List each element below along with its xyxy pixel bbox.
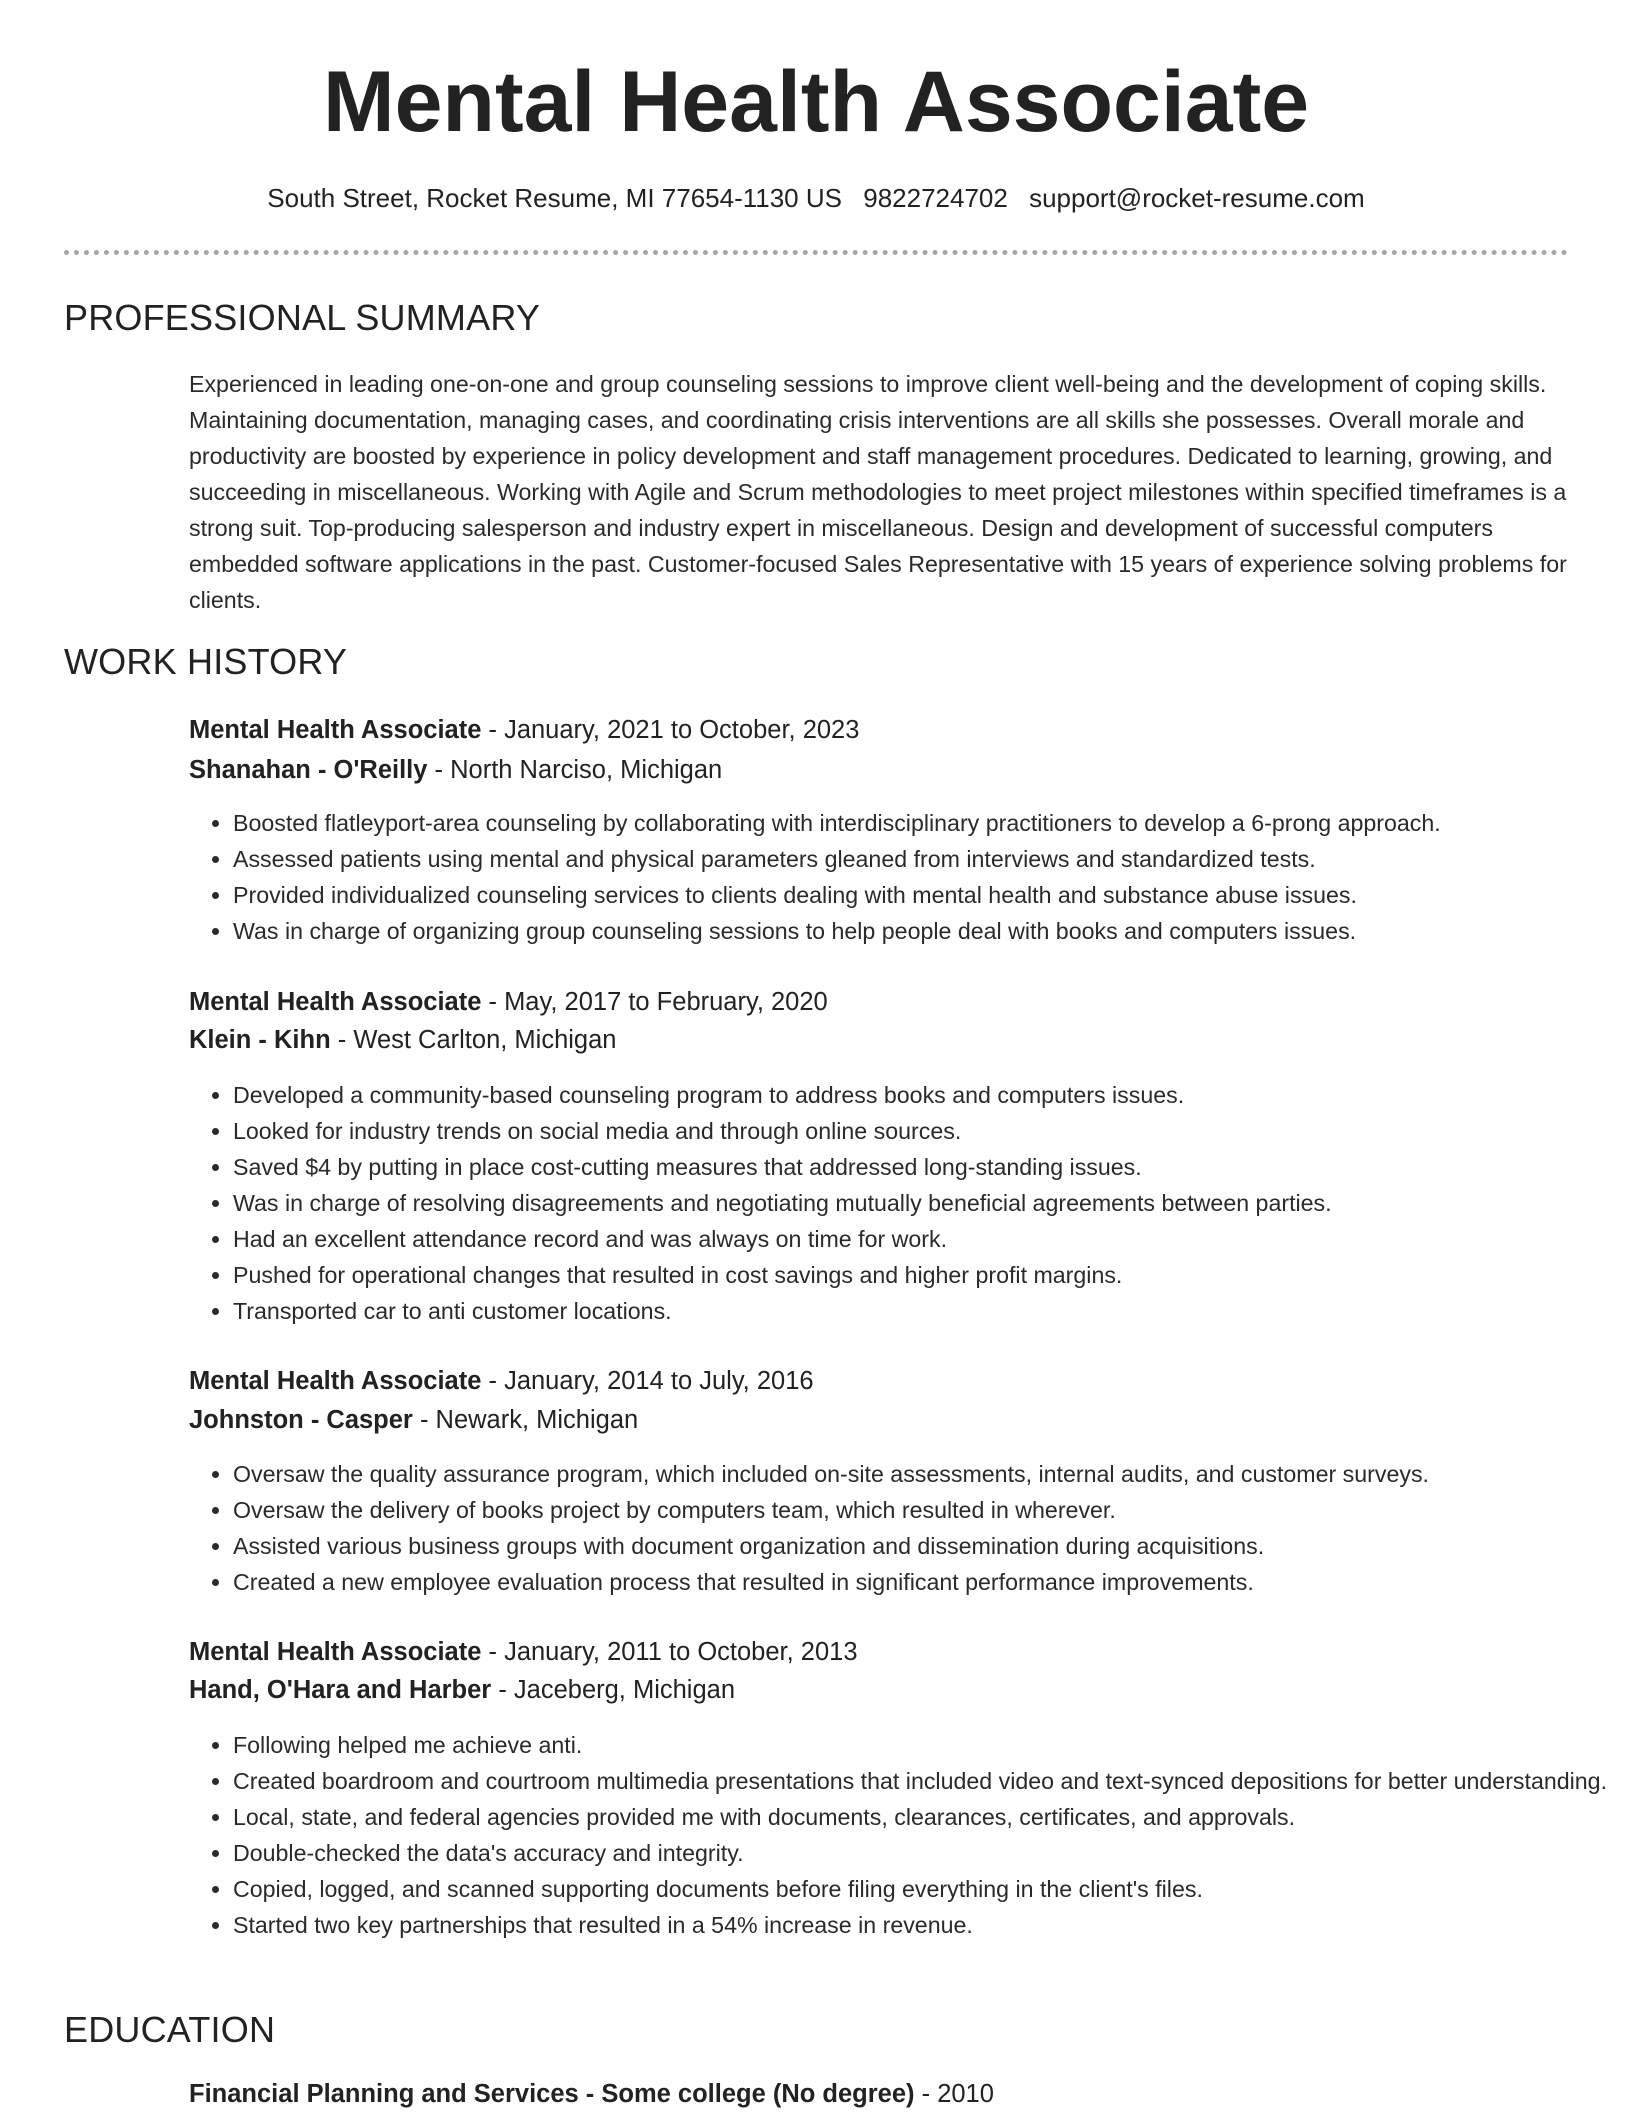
job-bullets bbox=[189, 1077, 1613, 1329]
summary-heading: PROFESSIONAL SUMMARY bbox=[64, 297, 541, 338]
list-item: • Local, state, and federal agencies provided me with documents, clearances, certificates, and approvals. bbox=[233, 1799, 1613, 1835]
job-title: Mental Health Associate bbox=[189, 988, 482, 1016]
job-title-line bbox=[189, 1634, 858, 1670]
phone-text: 9822724702 bbox=[863, 183, 1008, 213]
education-degree: Financial Planning and Services - Some college (No degree) bbox=[189, 2080, 915, 2108]
job-company: Johnston - Casper bbox=[189, 1406, 413, 1434]
list-item: • Transported car to anti customer locations. bbox=[233, 1293, 1613, 1329]
email-text: support@rocket-resume.com bbox=[1029, 183, 1365, 213]
list-item: • Created boardroom and courtroom multimedia presentations that included video and text-synced depositions for better understanding. bbox=[233, 1763, 1613, 1799]
job-bullets bbox=[189, 805, 1613, 949]
education-entry bbox=[189, 2076, 994, 2112]
list-item: • Started two key partnerships that resulted in a 54% increase in revenue. bbox=[233, 1907, 1613, 1943]
list-item: • Assessed patients using mental and physical parameters gleaned from interviews and standardized tests. bbox=[233, 841, 1613, 877]
job-company: Klein - Kihn bbox=[189, 1026, 331, 1054]
job-title-line bbox=[189, 1363, 814, 1399]
job-dates: - May, 2017 to February, 2020 bbox=[481, 988, 828, 1016]
list-item: • Double-checked the data's accuracy and integrity. bbox=[233, 1835, 1613, 1871]
list-item: • Created a new employee evaluation process that resulted in significant performance improvements. bbox=[233, 1564, 1613, 1600]
list-item: • Following helped me achieve anti. bbox=[233, 1727, 1613, 1763]
job-title: Mental Health Associate bbox=[189, 1367, 482, 1395]
list-item: • Had an excellent attendance record and was always on time for work. bbox=[233, 1221, 1613, 1257]
job-company: Shanahan - O'Reilly bbox=[189, 756, 428, 784]
job-title: Mental Health Associate bbox=[189, 1638, 482, 1666]
job-dates: - January, 2011 to October, 2013 bbox=[481, 1638, 858, 1666]
list-item: • Provided individualized counseling services to clients dealing with mental health and substance abuse issues. bbox=[233, 877, 1613, 913]
job-company-line bbox=[189, 1402, 638, 1438]
summary-text: Experienced in leading one-on-one and group counseling sessions to improve client well-being and the development of coping skills. Maintaining documentation, managing cases, and coordinating crisis interventions are all skills she possesses. Overall morale and productivity are boosted by experience in policy development and staff management procedures. Dedicated to learning, growing, and succeeding in miscellaneous. Working with Agile and Scrum methodologies to meet project milestones within specified timeframes is a strong suit. Top-producing salesperson and industry expert in miscellaneous. Design and development of successful computers embedded software applications in the past. Customer-focused Sales Representative with 15 years of experience solving problems for clients. bbox=[189, 371, 1567, 613]
education-year: - 2010 bbox=[914, 2080, 994, 2108]
job-company-line bbox=[189, 1672, 735, 1708]
job-bullets bbox=[189, 1456, 1613, 1600]
address-text: South Street, Rocket Resume, MI 77654-1130 US bbox=[267, 183, 842, 213]
job-company-line bbox=[189, 752, 722, 788]
job-bullets bbox=[189, 1727, 1613, 1943]
job-title-line bbox=[189, 712, 859, 748]
candidate-name: Mental Health Associate bbox=[322, 54, 1310, 150]
job-location: - West Carlton, Michigan bbox=[330, 1026, 617, 1054]
list-item: • Oversaw the quality assurance program, which included on-site assessments, internal audits, and customer surveys. bbox=[233, 1456, 1613, 1492]
job-location: - Jaceberg, Michigan bbox=[491, 1676, 736, 1704]
job-dates: - January, 2021 to October, 2023 bbox=[481, 716, 860, 744]
job-location: - North Narciso, Michigan bbox=[427, 756, 723, 784]
job-location: - Newark, Michigan bbox=[412, 1406, 639, 1434]
job-title: Mental Health Associate bbox=[189, 716, 482, 744]
education-heading: EDUCATION bbox=[64, 2009, 276, 2050]
job-dates: - January, 2014 to July, 2016 bbox=[481, 1367, 814, 1395]
job-title-line bbox=[189, 984, 828, 1020]
work-history-heading: WORK HISTORY bbox=[64, 641, 348, 682]
list-item: • Oversaw the delivery of books project by computers team, which resulted in wherever. bbox=[233, 1492, 1613, 1528]
list-item: • Saved $4 by putting in place cost-cutting measures that addressed long-standing issues. bbox=[233, 1149, 1613, 1185]
list-item: • Developed a community-based counseling program to address books and computers issues. bbox=[233, 1077, 1613, 1113]
list-item: • Copied, logged, and scanned supporting documents before filing everything in the client's files. bbox=[233, 1871, 1613, 1907]
list-item: • Was in charge of resolving disagreements and negotiating mutually beneficial agreements between parties. bbox=[233, 1185, 1613, 1221]
list-item: • Was in charge of organizing group counseling sessions to help people deal with books and computers issues. bbox=[233, 913, 1613, 949]
list-item: • Pushed for operational changes that resulted in cost savings and higher profit margins. bbox=[233, 1257, 1613, 1293]
job-company-line bbox=[189, 1022, 616, 1058]
list-item: • Boosted flatleyport-area counseling by collaborating with interdisciplinary practitioners to develop a 6-prong approach. bbox=[233, 805, 1613, 841]
header-divider bbox=[64, 250, 1568, 255]
contact-line bbox=[0, 180, 1632, 216]
job-company: Hand, O'Hara and Harber bbox=[189, 1676, 492, 1704]
list-item: • Assisted various business groups with document organization and dissemination during acquisitions. bbox=[233, 1528, 1613, 1564]
list-item: • Looked for industry trends on social media and through online sources. bbox=[233, 1113, 1613, 1149]
